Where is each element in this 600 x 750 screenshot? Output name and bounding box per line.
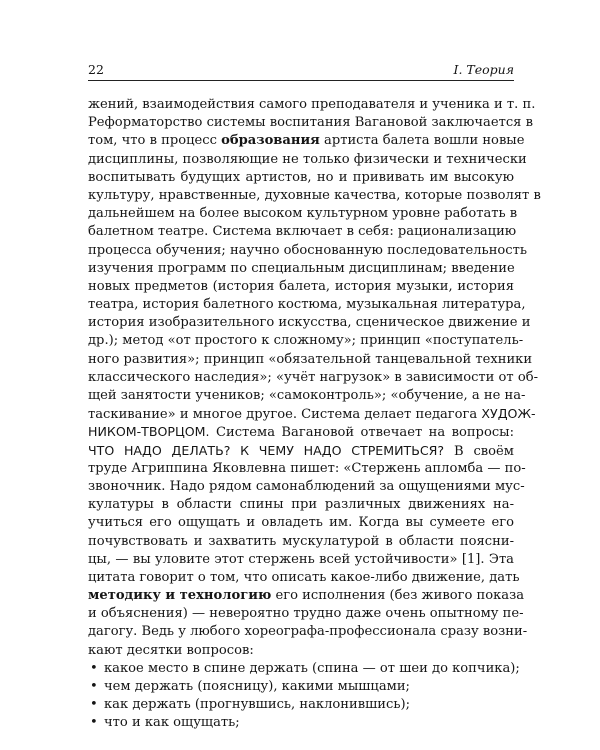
text-segment: учиться его ощущать и овладеть им. Когда вы сумеете его (88, 515, 514, 531)
bullet-icon: • (90, 697, 98, 713)
list-item-text: как держать (прогнувшись, наклонившись); (104, 697, 410, 713)
list-item (88, 714, 514, 732)
text-line (88, 460, 526, 478)
page-header (88, 62, 514, 81)
text-segment: Реформаторство системы воспитания Вагановой заключается в (88, 115, 533, 131)
text-segment: культуру, нравственные, духовные качества, которые позволят в (88, 187, 541, 203)
text-segment: том, что в процесс (88, 133, 222, 149)
text-line (88, 514, 514, 532)
text-line (88, 114, 533, 132)
text-segment: изучения программ по специальным дисциплинам; введение (88, 260, 515, 276)
text-segment: балетном театре. Система включает в себя: рационализацию (88, 224, 517, 240)
text-segment: артиста балета вошли новые (319, 133, 525, 149)
bold-term: методику и технологию (88, 588, 272, 604)
text-line (88, 551, 514, 569)
text-segment: дисциплины, позволяющие не только физически и технически (88, 151, 527, 167)
text-line (88, 332, 524, 350)
text-segment: классического наследия»; «учёт нагрузок» в зависимости от об- (88, 369, 539, 385)
text-segment: дальнейшем на более высоком культурном уровне работать в (88, 206, 518, 222)
list-item (88, 696, 514, 714)
list-item-text: чем держать (поясницу), какими мышцами; (104, 679, 410, 694)
text-segment: его исполнения (без живого показа (271, 588, 525, 604)
text-segment: цы, — вы уловите этот стержень всей устойчивости» [1]. Эта (88, 551, 514, 567)
text-line (88, 496, 514, 514)
paragraph (88, 96, 541, 660)
text-segment: Система Вагановой отвечает на вопросы: (209, 425, 514, 441)
text-line (88, 151, 527, 169)
text-line (88, 223, 517, 241)
text-segment: процесса обучения; научно обоснованную последовательность (88, 242, 528, 258)
bullet-list (88, 660, 520, 733)
body-text (88, 96, 541, 733)
text-segment: жений, взаимодействия самого преподавателя и ученика и т. п. (88, 97, 536, 112)
text-line (88, 642, 514, 660)
text-segment: новых предметов (история балета, история музыки, история (88, 278, 514, 294)
text-line (88, 569, 520, 587)
text-line (88, 314, 531, 332)
text-line (88, 623, 528, 641)
text-line (88, 132, 525, 150)
text-line (88, 351, 533, 369)
text-line (88, 605, 524, 623)
list-item (88, 660, 520, 678)
text-line (88, 423, 514, 441)
text-segment: почувствовать и захватить мускулатурой в области поясни- (88, 533, 514, 549)
caps-phrase: НИКОМ-ТВОРЦОМ. (88, 424, 210, 440)
text-line (88, 260, 514, 278)
text-line (88, 278, 514, 296)
text-line (88, 242, 528, 260)
text-line (88, 478, 525, 496)
text-segment: звоночник. Надо рядом самонаблюдений за ощущениями мус- (88, 478, 525, 494)
bullet-icon: • (90, 660, 98, 676)
chapter-title: I. Теория (453, 62, 514, 77)
text-segment: кают десятки вопросов: (88, 642, 254, 658)
text-segment: В своём (444, 443, 514, 459)
text-segment: щей занятости учеников; «самоконтроль»; «обучение, а не на- (88, 388, 526, 403)
text-segment: таскивание» и многое другое. Система делает педагога (88, 407, 482, 423)
text-line (88, 442, 514, 460)
text-segment: труде Агриппина Яковлевна пишет: «Стержень апломба — по- (88, 460, 526, 476)
list-item (88, 678, 514, 696)
text-segment: театра, история балетного костюма, музыкальная литература, (88, 297, 526, 313)
text-segment: история изобразительного искусства, сценическое движение и (88, 315, 531, 331)
bullet-icon: • (90, 715, 98, 731)
text-line (88, 205, 518, 223)
text-line (88, 405, 536, 423)
text-line (88, 96, 536, 114)
text-segment: кулатуры в области спины при различных движениях на- (88, 497, 514, 513)
text-line (88, 587, 525, 605)
text-segment: др.); метод «от простого к сложному»; принцип «поступатель- (88, 333, 524, 349)
text-line (88, 387, 526, 405)
text-segment: ного развития»; принцип «обязательной танцевальной техники (88, 351, 533, 367)
text-line (88, 187, 541, 205)
text-line (88, 369, 539, 387)
list-item-text: какое место в спине держать (спина — от шеи до копчика); (104, 660, 520, 676)
text-line (88, 296, 526, 314)
text-segment: и объяснения) — невероятно трудно даже очень опытному пе- (88, 606, 524, 622)
text-line (88, 533, 514, 551)
text-segment: дагогу. Ведь у любого хореографа-профессионала сразу возни- (88, 624, 528, 640)
list-item-text: что и как ощущать; (104, 715, 240, 731)
page-number: 22 (88, 62, 104, 77)
text-segment: воспитывать будущих артистов, но и прививать им высокую (88, 169, 514, 185)
text-line (88, 169, 514, 187)
caps-phrase: ХУДОЖ- (481, 406, 536, 422)
caps-phrase: ЧТО НАДО ДЕЛАТЬ? К ЧЕМУ НАДО СТРЕМИТЬСЯ? (88, 442, 445, 458)
text-segment: цитата говорит о том, что описать какое-либо движение, дать (88, 569, 520, 585)
bold-term: образования (221, 133, 320, 149)
bullet-icon: • (90, 679, 98, 694)
